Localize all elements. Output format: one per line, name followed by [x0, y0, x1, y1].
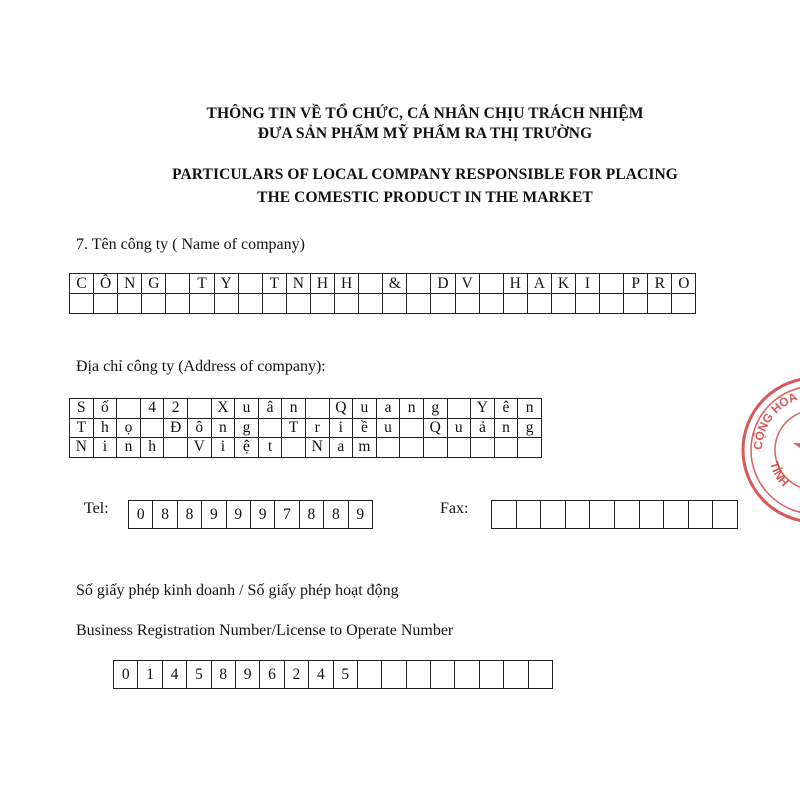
company-char-cell: T — [262, 274, 286, 294]
company-char-cell — [503, 294, 527, 314]
license-label-en: Business Registration Number/License to Operate Number — [76, 622, 454, 639]
address-char-cell: ệ — [235, 438, 259, 458]
company-char-cell: A — [527, 274, 551, 294]
address-char-cell — [282, 438, 306, 458]
address-char-cell: a — [329, 438, 353, 458]
company-char-cell — [479, 274, 503, 294]
company-char-cell — [359, 274, 383, 294]
license-digit-cell — [431, 661, 455, 689]
fax-digit-cell — [688, 501, 713, 529]
address-char-cell: Q — [329, 399, 353, 419]
license-label-vi: Số giấy phép kinh doanh / Số giấy phép hoạt động — [76, 582, 399, 599]
address-char-cell: T — [282, 418, 306, 438]
address-char-cell: 4 — [140, 399, 164, 419]
company-char-cell: P — [624, 274, 648, 294]
fax-digit-cell — [492, 501, 517, 529]
grid-row — [492, 501, 738, 529]
address-char-cell — [117, 399, 141, 419]
address-char-cell — [305, 399, 329, 419]
license-digit-cell: 5 — [187, 661, 211, 689]
address-char-cell — [518, 438, 542, 458]
license-digit-cell: 5 — [333, 661, 357, 689]
address-char-cell: 2 — [164, 399, 188, 419]
address-char-cell — [164, 438, 188, 458]
address-char-cell — [494, 438, 518, 458]
company-char-cell — [600, 294, 624, 314]
address-char-cell: i — [211, 438, 235, 458]
address-char-cell: ọ — [117, 418, 141, 438]
company-char-cell — [575, 294, 599, 314]
address-char-cell — [258, 418, 282, 438]
address-char-cell: X — [211, 399, 235, 419]
company-char-cell — [190, 294, 214, 314]
company-char-cell: Ô — [94, 274, 118, 294]
license-digit-cell: 6 — [260, 661, 284, 689]
title-en-line2: THE COMESTIC PRODUCT IN THE MARKET — [257, 189, 593, 206]
fax-digit-cell — [664, 501, 689, 529]
tel-digit-cell: 8 — [177, 501, 201, 529]
company-char-cell: Y — [214, 274, 238, 294]
license-digit-cell — [528, 661, 552, 689]
address-char-cell: Q — [423, 418, 447, 438]
license-digit-cell: 1 — [138, 661, 162, 689]
address-char-cell: i — [93, 438, 117, 458]
license-digit-cell: 8 — [211, 661, 235, 689]
address-char-cell: h — [140, 438, 164, 458]
license-digit-cell — [455, 661, 479, 689]
address-char-cell: u — [447, 418, 471, 438]
title-vi-line2: ĐƯA SẢN PHẨM MỸ PHẨM RA THỊ TRƯỜNG — [257, 125, 593, 142]
license-digit-cell: 0 — [114, 661, 138, 689]
company-char-cell — [166, 294, 190, 314]
company-char-cell — [407, 294, 431, 314]
company-char-cell — [238, 294, 262, 314]
tel-label: Tel: — [84, 500, 109, 517]
official-seal-stamp — [740, 375, 800, 525]
company-char-cell: N — [286, 274, 310, 294]
company-char-cell: N — [118, 274, 142, 294]
tel-digit-cell: 9 — [250, 501, 274, 529]
fax-digit-cell — [565, 501, 590, 529]
address-char-cell: N — [305, 438, 329, 458]
address-char-cell: n — [494, 418, 518, 438]
address-char-cell: â — [258, 399, 282, 419]
tel-digit-cell: 8 — [299, 501, 323, 529]
company-char-cell — [383, 294, 407, 314]
license-digit-cell — [357, 661, 381, 689]
company-char-cell — [166, 274, 190, 294]
address-char-cell: u — [235, 399, 259, 419]
company-char-cell — [94, 294, 118, 314]
address-char-cell: V — [187, 438, 211, 458]
address-char-cell: n — [282, 399, 306, 419]
company-char-cell — [407, 274, 431, 294]
company-char-cell: I — [575, 274, 599, 294]
address-char-cell: n — [400, 399, 424, 419]
company-address-label: Địa chỉ công ty (Address of company): — [76, 358, 326, 375]
license-digit-cell: 2 — [284, 661, 308, 689]
title-vi-line1: THÔNG TIN VỀ TỔ CHỨC, CÁ NHÂN CHỊU TRÁCH NHIỆM — [206, 105, 644, 122]
address-char-cell: g — [423, 399, 447, 419]
address-char-cell: N — [70, 438, 94, 458]
address-char-cell — [423, 438, 447, 458]
address-char-cell: ô — [187, 418, 211, 438]
tel-digit-cell: 0 — [129, 501, 153, 529]
fax-digit-cell — [639, 501, 664, 529]
address-char-cell — [447, 399, 471, 419]
grid-row — [70, 399, 542, 419]
address-char-cell: ố — [93, 399, 117, 419]
license-digit-cell: 9 — [235, 661, 259, 689]
address-char-cell: Y — [471, 399, 495, 419]
company-address-grid — [69, 398, 542, 458]
license-digit-cell: 4 — [309, 661, 333, 689]
address-char-cell: n — [518, 399, 542, 419]
address-char-cell: m — [353, 438, 377, 458]
tel-digit-cell: 9 — [226, 501, 250, 529]
company-char-cell: G — [142, 274, 166, 294]
company-char-cell — [310, 294, 334, 314]
company-name-label: 7. Tên công ty ( Name of company) — [76, 236, 305, 253]
address-char-cell — [400, 418, 424, 438]
svg-text:TỈNH — [767, 460, 792, 489]
license-number-grid — [113, 660, 553, 689]
fax-digit-cell — [541, 501, 566, 529]
address-char-cell: r — [305, 418, 329, 438]
company-char-cell: R — [648, 274, 672, 294]
license-digit-cell — [382, 661, 406, 689]
title-en-line1: PARTICULARS OF LOCAL COMPANY RESPONSIBLE FOR PLACING — [172, 166, 678, 183]
address-char-cell: g — [235, 418, 259, 438]
grid-row — [70, 418, 542, 438]
fax-digit-cell — [516, 501, 541, 529]
address-char-cell: u — [353, 399, 377, 419]
company-char-cell: H — [503, 274, 527, 294]
fax-grid — [491, 500, 738, 529]
address-char-cell: ề — [353, 418, 377, 438]
company-char-cell — [262, 294, 286, 314]
company-char-cell — [359, 294, 383, 314]
grid-row — [129, 501, 373, 529]
address-char-cell: ê — [494, 399, 518, 419]
address-char-cell: g — [518, 418, 542, 438]
company-char-cell — [335, 294, 359, 314]
address-char-cell — [376, 438, 400, 458]
company-char-cell — [118, 294, 142, 314]
address-char-cell — [140, 418, 164, 438]
address-char-cell: S — [70, 399, 94, 419]
company-char-cell — [286, 294, 310, 314]
company-char-cell — [214, 294, 238, 314]
company-char-cell — [672, 294, 696, 314]
fax-label: Fax: — [440, 500, 469, 517]
company-char-cell: C — [70, 274, 94, 294]
company-char-cell: D — [431, 274, 455, 294]
company-char-cell — [648, 294, 672, 314]
address-char-cell: u — [376, 418, 400, 438]
license-digit-cell: 4 — [162, 661, 186, 689]
company-char-cell: K — [551, 274, 575, 294]
address-char-cell: ả — [471, 418, 495, 438]
company-char-cell — [70, 294, 94, 314]
tel-digit-cell: 8 — [324, 501, 348, 529]
stamp-text-top: CỘNG HÒA — [750, 389, 800, 451]
company-char-cell — [431, 294, 455, 314]
company-char-cell — [527, 294, 551, 314]
grid-row — [114, 661, 553, 689]
company-char-cell: H — [310, 274, 334, 294]
address-char-cell: t — [258, 438, 282, 458]
address-char-cell — [187, 399, 211, 419]
tel-digit-cell: 7 — [275, 501, 299, 529]
address-char-cell: Đ — [164, 418, 188, 438]
grid-row — [70, 438, 542, 458]
company-char-cell: T — [190, 274, 214, 294]
company-char-cell — [479, 294, 503, 314]
company-char-cell — [238, 274, 262, 294]
tel-digit-cell: 8 — [153, 501, 177, 529]
company-char-cell — [600, 274, 624, 294]
company-char-cell: V — [455, 274, 479, 294]
license-digit-cell — [479, 661, 503, 689]
address-char-cell — [447, 438, 471, 458]
tel-digit-cell: 9 — [202, 501, 226, 529]
tel-grid — [128, 500, 373, 529]
license-digit-cell — [504, 661, 528, 689]
company-char-cell: & — [383, 274, 407, 294]
company-char-cell — [551, 294, 575, 314]
grid-row — [70, 274, 696, 294]
license-digit-cell — [406, 661, 430, 689]
fax-digit-cell — [614, 501, 639, 529]
company-char-cell — [142, 294, 166, 314]
star-icon — [793, 427, 800, 469]
company-name-grid — [69, 273, 696, 314]
address-char-cell: a — [376, 399, 400, 419]
company-char-cell — [624, 294, 648, 314]
address-char-cell: n — [117, 438, 141, 458]
address-char-cell: i — [329, 418, 353, 438]
fax-digit-cell — [590, 501, 615, 529]
company-char-cell: H — [335, 274, 359, 294]
company-char-cell: O — [672, 274, 696, 294]
tel-digit-cell: 9 — [348, 501, 372, 529]
grid-row — [70, 294, 696, 314]
address-char-cell — [400, 438, 424, 458]
company-char-cell — [455, 294, 479, 314]
address-char-cell: T — [70, 418, 94, 438]
stamp-text-bottom: TỈNH — [766, 459, 792, 490]
fax-digit-cell — [713, 501, 738, 529]
address-char-cell: n — [211, 418, 235, 438]
address-char-cell: h — [93, 418, 117, 438]
address-char-cell — [471, 438, 495, 458]
